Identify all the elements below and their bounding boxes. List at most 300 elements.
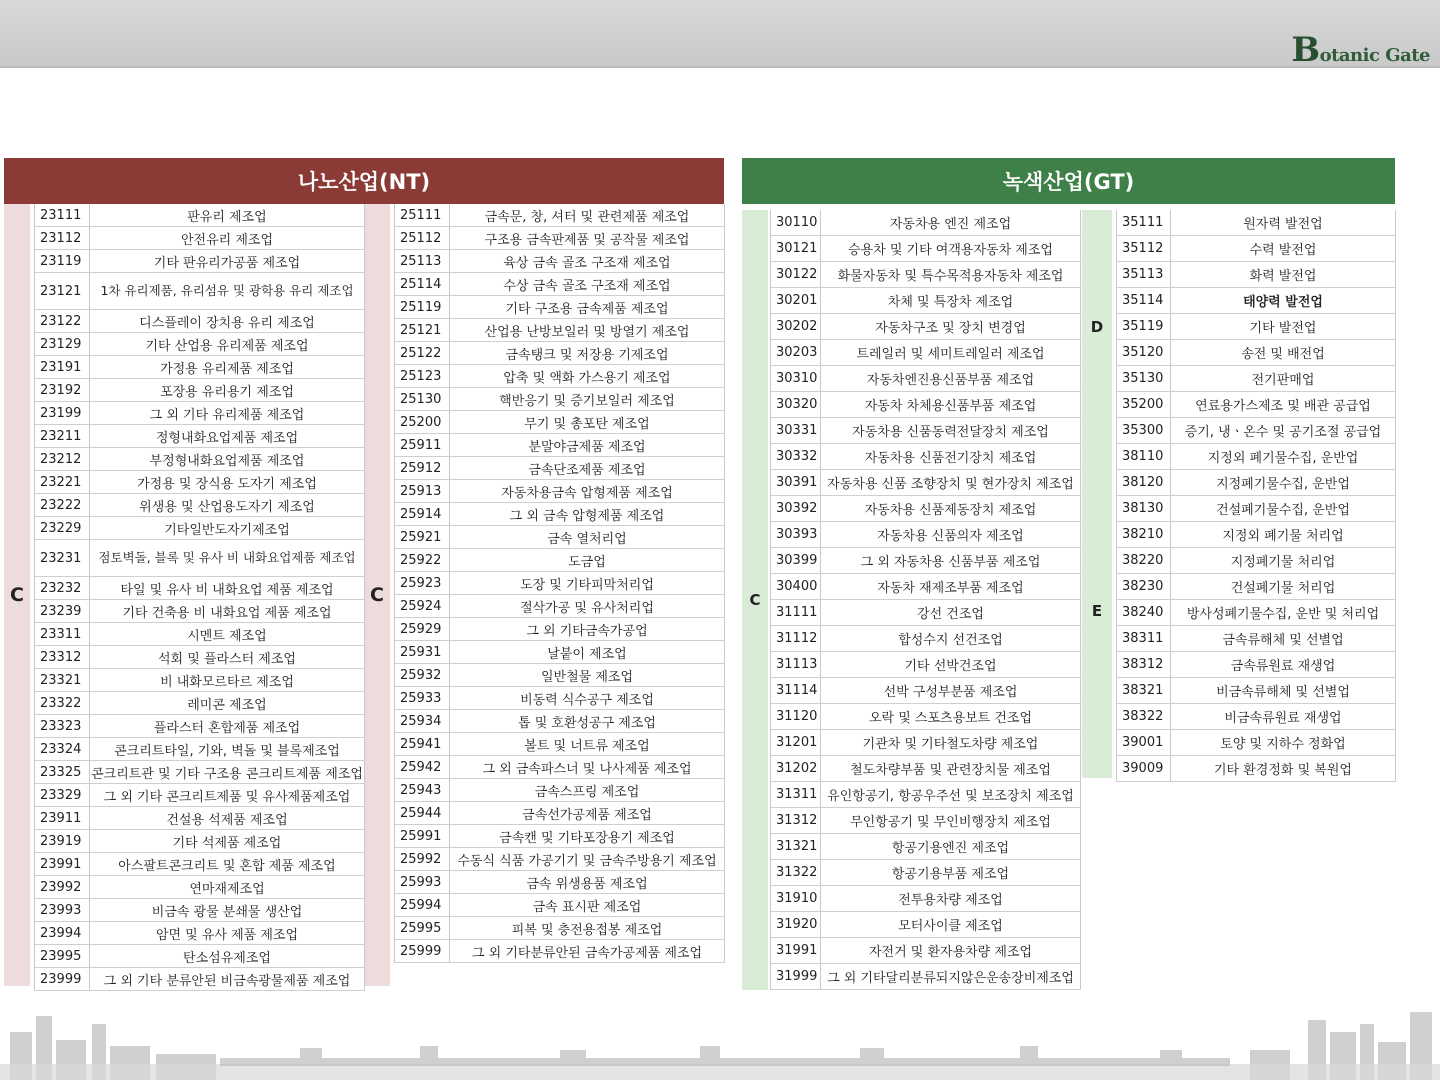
nt-panel-title: 나노산업(NT) [4,158,724,204]
industry-code: 30399 [771,548,821,574]
industry-code: 23999 [35,968,90,991]
industry-name: 점토벽돌, 블록 및 유사 비 내화요업제품 제조업 [90,540,365,577]
industry-code: 25934 [395,710,450,733]
table-row [395,917,725,940]
gt-right-code-table [1116,210,1396,782]
industry-name: 자동차구조 및 장치 변경업 [821,314,1081,340]
table-row [35,692,365,715]
industry-name: 자동차엔진용신품부품 제조업 [821,366,1081,392]
industry-code: 25121 [395,319,450,342]
industry-name: 모터사이클 제조업 [821,912,1081,938]
industry-code: 25923 [395,572,450,595]
industry-code: 25111 [395,204,450,227]
table-row [35,876,365,899]
table-row [35,471,365,494]
industry-code: 23239 [35,600,90,623]
table-row [35,379,365,402]
industry-name: 송전 및 배전업 [1171,340,1396,366]
industry-code: 25119 [395,296,450,319]
industry-code: 35114 [1117,288,1171,314]
industry-code: 31202 [771,756,821,782]
industry-name: 기타 산업용 유리제품 제조업 [90,333,365,356]
industry-code: 23311 [35,623,90,646]
industry-name: 정형내화요업제품 제조업 [90,425,365,448]
industry-code: 31321 [771,834,821,860]
industry-code: 38210 [1117,522,1171,548]
table-row [395,940,725,963]
table-row [1117,678,1396,704]
table-row [35,715,365,738]
industry-code: 25200 [395,411,450,434]
industry-code: 25932 [395,664,450,687]
industry-name: 아스팔트콘크리트 및 혼합 제품 제조업 [90,853,365,876]
industry-name: 콘크리트타일, 기와, 벽돌 및 블록제조업 [90,738,365,761]
table-row [395,480,725,503]
industry-code: 30310 [771,366,821,392]
industry-code: 31201 [771,730,821,756]
table-row [395,273,725,296]
industry-name: 부정형내화요업제품 제조업 [90,448,365,471]
table-row [35,577,365,600]
table-row [1117,470,1396,496]
industry-code: 23192 [35,379,90,402]
table-row [1117,288,1396,314]
industry-code: 31910 [771,886,821,912]
industry-name: 태양력 발전업 [1171,288,1396,314]
industry-code: 25929 [395,618,450,641]
industry-name: 금속선가공제품 제조업 [450,802,725,825]
table-row [771,366,1081,392]
industry-code: 31113 [771,652,821,678]
table-row [395,365,725,388]
table-row [771,704,1081,730]
table-row [1117,522,1396,548]
city-skyline-illustration [0,1002,1440,1080]
industry-name: 압축 및 액화 가스용기 제조업 [450,365,725,388]
table-row [1117,600,1396,626]
industry-name: 금속캔 및 기타포장용기 제조업 [450,825,725,848]
industry-name: 자동차용 신품 조향장치 및 현가장치 제조업 [821,470,1081,496]
table-row [395,319,725,342]
industry-code: 38220 [1117,548,1171,574]
industry-name: 가정용 유리제품 제조업 [90,356,365,379]
industry-name: 금속문, 창, 셔터 및 관련제품 제조업 [450,204,725,227]
table-row [395,595,725,618]
industry-code: 30391 [771,470,821,496]
table-row [1117,756,1396,782]
table-row [771,834,1081,860]
industry-name: 탄소섬유제조업 [90,945,365,968]
industry-name: 금속단조제품 제조업 [450,457,725,480]
industry-code: 25911 [395,434,450,457]
industry-name: 디스플레이 장치용 유리 제조업 [90,310,365,333]
industry-name: 자전거 및 환자용차량 제조업 [821,938,1081,964]
table-row [771,470,1081,496]
industry-name: 가정용 및 장식용 도자기 제조업 [90,471,365,494]
industry-name: 그 외 기타금속가공업 [450,618,725,641]
industry-name: 오락 및 스포츠용보트 건조업 [821,704,1081,730]
nt-left-code-table [34,204,365,991]
industry-code: 25993 [395,871,450,894]
industry-name: 기타 선박건조업 [821,652,1081,678]
table-row [771,496,1081,522]
industry-name: 기타일반도자기제조업 [90,517,365,540]
industry-code: 25922 [395,549,450,572]
industry-code: 25113 [395,250,450,273]
table-row [35,494,365,517]
industry-name: 구조용 금속판제품 및 공작물 제조업 [450,227,725,250]
industry-name: 1차 유리제품, 유리섬유 및 광학용 유리 제조업 [90,273,365,310]
table-row [771,574,1081,600]
industry-name: 도금업 [450,549,725,572]
industry-code: 23993 [35,899,90,922]
table-row [1117,210,1396,236]
table-row [395,572,725,595]
industry-code: 30110 [771,210,821,236]
table-row [771,600,1081,626]
industry-name: 포장용 유리용기 제조업 [90,379,365,402]
industry-code: 23211 [35,425,90,448]
table-row [771,210,1081,236]
table-row [395,687,725,710]
table-row [35,968,365,991]
botanic-gate-logo: Botanic Gate [1291,30,1430,70]
industry-code: 30332 [771,444,821,470]
industry-code: 35112 [1117,236,1171,262]
industry-code: 23911 [35,807,90,830]
industry-name: 증기, 냉ㆍ온수 및 공기조절 공급업 [1171,418,1396,444]
industry-name: 건설폐기물 처리업 [1171,574,1396,600]
industry-code: 35300 [1117,418,1171,444]
table-row [1117,314,1396,340]
industry-code: 30393 [771,522,821,548]
table-row [395,802,725,825]
industry-code: 35111 [1117,210,1171,236]
table-row [771,626,1081,652]
table-row [1117,704,1396,730]
table-row [771,548,1081,574]
industry-code: 31120 [771,704,821,730]
industry-code: 23212 [35,448,90,471]
table-row [395,756,725,779]
industry-code: 30121 [771,236,821,262]
industry-code: 23129 [35,333,90,356]
industry-code: 25941 [395,733,450,756]
table-row [395,457,725,480]
industry-name: 그 외 기타 유리제품 제조업 [90,402,365,425]
industry-name: 볼트 및 너트류 제조업 [450,733,725,756]
industry-code: 38230 [1117,574,1171,600]
industry-code: 23994 [35,922,90,945]
industry-code: 30331 [771,418,821,444]
industry-name: 철도차량부품 및 관련장치물 제조업 [821,756,1081,782]
industry-code: 23112 [35,227,90,250]
industry-code: 31311 [771,782,821,808]
industry-name: 자동차용 신품동력전달장치 제조업 [821,418,1081,444]
industry-name: 석회 및 플라스터 제조업 [90,646,365,669]
table-row [35,646,365,669]
table-row [35,356,365,379]
industry-code: 23221 [35,471,90,494]
industry-code: 25912 [395,457,450,480]
table-row [395,664,725,687]
table-row [395,342,725,365]
industry-name: 항공기용부품 제조업 [821,860,1081,886]
table-row [395,779,725,802]
table-row [395,641,725,664]
industry-name: 날붙이 제조업 [450,641,725,664]
industry-name: 선박 구성부분품 제조업 [821,678,1081,704]
industry-name: 수력 발전업 [1171,236,1396,262]
table-row [395,503,725,526]
industry-name: 자동차용 신품전기장치 제조업 [821,444,1081,470]
industry-code: 25995 [395,917,450,940]
table-row [35,784,365,807]
table-row [35,227,365,250]
industry-name: 화력 발전업 [1171,262,1396,288]
table-row [771,418,1081,444]
table-row [771,314,1081,340]
industry-code: 30202 [771,314,821,340]
industry-name: 그 외 금속파스너 및 나사제품 제조업 [450,756,725,779]
industry-code: 31114 [771,678,821,704]
industry-code: 23322 [35,692,90,715]
table-row [1117,340,1396,366]
table-row [35,250,365,273]
industry-name: 자동차용금속 압형제품 제조업 [450,480,725,503]
gt-left-code-table [770,210,1081,990]
industry-name: 타일 및 유사 비 내화요업 제품 제조업 [90,577,365,600]
industry-code: 25122 [395,342,450,365]
industry-code: 30201 [771,288,821,314]
nt-right-code-table [394,204,725,963]
table-row [771,730,1081,756]
industry-code: 25114 [395,273,450,296]
table-row [35,204,365,227]
industry-name: 강선 건조업 [821,600,1081,626]
industry-code: 31312 [771,808,821,834]
table-row [35,425,365,448]
table-row [395,618,725,641]
table-row [1117,236,1396,262]
industry-code: 38120 [1117,470,1171,496]
industry-code: 38130 [1117,496,1171,522]
industry-name: 핵반응기 및 증기보일러 제조업 [450,388,725,411]
industry-name: 합성수지 선건조업 [821,626,1081,652]
industry-name: 자동차용 신품의자 제조업 [821,522,1081,548]
industry-name: 항공기용엔진 제조업 [821,834,1081,860]
table-row [35,945,365,968]
industry-code: 23992 [35,876,90,899]
table-row [35,669,365,692]
industry-name: 지정폐기물수집, 운반업 [1171,470,1396,496]
industry-code: 31991 [771,938,821,964]
table-row [771,652,1081,678]
industry-name: 육상 금속 골조 구조재 제조업 [450,250,725,273]
industry-name: 건설폐기물수집, 운반업 [1171,496,1396,522]
industry-name: 자동차 차체용신품부품 제조업 [821,392,1081,418]
industry-code: 23231 [35,540,90,577]
table-row [395,227,725,250]
table-row [1117,418,1396,444]
industry-code: 23119 [35,250,90,273]
industry-name: 자동차용 신품제동장치 제조업 [821,496,1081,522]
industry-code: 38322 [1117,704,1171,730]
industry-name: 건설용 석제품 제조업 [90,807,365,830]
table-row [1117,392,1396,418]
table-row [771,392,1081,418]
industry-name: 연료용가스제조 및 배관 공급업 [1171,392,1396,418]
gt-section-d: D [1082,210,1112,444]
industry-name: 지정외 폐기물수집, 운반업 [1171,444,1396,470]
table-row [771,860,1081,886]
industry-code: 23323 [35,715,90,738]
industry-name: 토양 및 지하수 정화업 [1171,730,1396,756]
industry-code: 25999 [395,940,450,963]
industry-name: 금속 위생용품 제조업 [450,871,725,894]
table-row [395,848,725,871]
table-row [35,310,365,333]
industry-code: 25994 [395,894,450,917]
industry-name: 원자력 발전업 [1171,210,1396,236]
industry-name: 트레일러 및 세미트레일러 제조업 [821,340,1081,366]
industry-name: 기타 판유리가공품 제조업 [90,250,365,273]
industry-code: 39001 [1117,730,1171,756]
table-row [1117,444,1396,470]
industry-name: 절삭가공 및 유사처리업 [450,595,725,618]
industry-code: 25944 [395,802,450,825]
table-row [35,830,365,853]
table-row [35,761,365,784]
industry-code: 23121 [35,273,90,310]
table-row [771,912,1081,938]
industry-name: 피복 및 충전용접봉 제조업 [450,917,725,940]
table-row [395,710,725,733]
industry-name: 유인항공기, 항공우주선 및 보조장치 제조업 [821,782,1081,808]
gt-panel-title: 녹색산업(GT) [742,158,1395,204]
industry-code: 38311 [1117,626,1171,652]
industry-code: 25992 [395,848,450,871]
industry-code: 25943 [395,779,450,802]
table-row [771,522,1081,548]
industry-code: 25130 [395,388,450,411]
table-row [395,871,725,894]
industry-code: 25942 [395,756,450,779]
industry-name: 비 내화모르타르 제조업 [90,669,365,692]
industry-code: 23222 [35,494,90,517]
table-row [35,853,365,876]
industry-name: 플라스터 혼합제품 제조업 [90,715,365,738]
industry-code: 30392 [771,496,821,522]
industry-name: 화물자동차 및 특수목적용자동차 제조업 [821,262,1081,288]
industry-name: 시멘트 제조업 [90,623,365,646]
industry-code: 35119 [1117,314,1171,340]
table-row [771,288,1081,314]
industry-name: 분말야금제품 제조업 [450,434,725,457]
industry-code: 35130 [1117,366,1171,392]
table-row [1117,496,1396,522]
industry-code: 23325 [35,761,90,784]
industry-code: 39009 [1117,756,1171,782]
industry-code: 23111 [35,204,90,227]
table-row [35,899,365,922]
gt-section-e: E [1082,444,1112,778]
industry-code: 35200 [1117,392,1171,418]
nt-section-c-left: C [4,204,30,986]
industry-name: 위생용 및 산업용도자기 제조업 [90,494,365,517]
table-row [395,250,725,273]
industry-code: 35120 [1117,340,1171,366]
table-row [1117,652,1396,678]
industry-name: 승용차 및 기타 여객용자동차 제조업 [821,236,1081,262]
industry-name: 기타 환경정화 및 복원업 [1171,756,1396,782]
industry-name: 금속 표시판 제조업 [450,894,725,917]
table-row [771,340,1081,366]
industry-code: 38110 [1117,444,1171,470]
industry-code: 25933 [395,687,450,710]
table-row [395,549,725,572]
industry-code: 23191 [35,356,90,379]
nt-section-c-right: C [364,204,390,986]
industry-name: 금속류해체 및 선별업 [1171,626,1396,652]
table-row [395,894,725,917]
table-row [395,296,725,319]
industry-name: 무기 및 총포탄 제조업 [450,411,725,434]
industry-code: 23199 [35,402,90,425]
table-row [35,600,365,623]
industry-code: 25991 [395,825,450,848]
table-row [771,236,1081,262]
industry-code: 25112 [395,227,450,250]
industry-code: 31920 [771,912,821,938]
industry-name: 그 외 기타 콘크리트제품 및 유사제품제조업 [90,784,365,807]
table-row [771,808,1081,834]
industry-name: 기타 건축용 비 내화요업 제품 제조업 [90,600,365,623]
table-row [35,540,365,577]
industry-code: 38321 [1117,678,1171,704]
table-row [771,444,1081,470]
industry-name: 수동식 식품 가공기기 및 금속주방용기 제조업 [450,848,725,871]
industry-name: 수상 금속 골조 구조재 제조업 [450,273,725,296]
industry-code: 25924 [395,595,450,618]
industry-name: 그 외 기타달리분류되지않은운송장비제조업 [821,964,1081,990]
table-row [1117,574,1396,600]
industry-code: 31111 [771,600,821,626]
table-row [35,922,365,945]
industry-name: 그 외 기타분류안된 금속가공제품 제조업 [450,940,725,963]
table-row [395,204,725,227]
industry-code: 25931 [395,641,450,664]
industry-code: 23229 [35,517,90,540]
industry-code: 30320 [771,392,821,418]
top-banner [0,0,1440,68]
industry-name: 비금속류해체 및 선별업 [1171,678,1396,704]
gt-section-c: C [742,210,768,990]
industry-code: 30400 [771,574,821,600]
industry-name: 비동력 식수공구 제조업 [450,687,725,710]
industry-name: 전기판매업 [1171,366,1396,392]
table-row [35,333,365,356]
industry-name: 그 외 금속 압형제품 제조업 [450,503,725,526]
industry-name: 자동차용 엔진 제조업 [821,210,1081,236]
table-row [35,738,365,761]
industry-name: 그 외 기타 분류안된 비금속광물제품 제조업 [90,968,365,991]
industry-code: 30122 [771,262,821,288]
industry-code: 23919 [35,830,90,853]
industry-name: 자동차 재제조부품 제조업 [821,574,1081,600]
industry-name: 비금속 광물 분쇄물 생산업 [90,899,365,922]
industry-name: 레미콘 제조업 [90,692,365,715]
